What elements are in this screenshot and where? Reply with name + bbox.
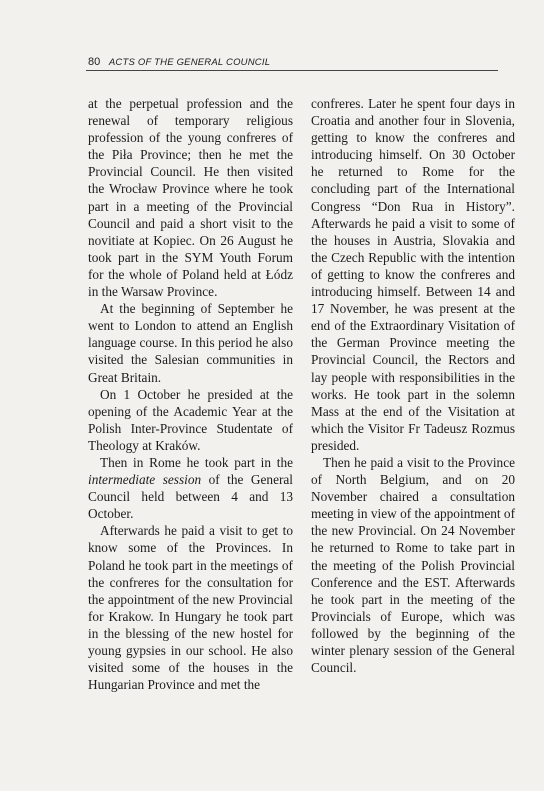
left-column — [88, 95, 293, 693]
italic-term: intermediate session — [88, 472, 202, 488]
paragraph-text: Then in Rome he took part in the — [100, 454, 293, 470]
paragraph: confreres. Later he spent four days in Croatia and another four in Slovenia, getting to know the confreres and introducing himself. On 30 October he returned to Rome for the concluding part of the International Congress “Don Rua in History”. Afterwards he paid a visit to some of the houses in Austria, Slovakia and the Czech Republic with the intention of getting to know the confreres and introducing himself. Between 14 and 17 November, he was present at the end of the Extraordinary Visitation of the German Province meeting the Provincial Council, the Rectors and lay people with responsibilities in the works. He took part in the solemn Mass at the end of the Visitation at which the Visitor Fr Tadeusz Rozmus presided. — [311, 96, 515, 453]
paragraph: Then he paid a visit to the Province of North Belgium, and on 20 November chaired a consultation meeting in view of the appointment of the new Provincial. On 24 November he returned to Rome to take part in the meeting of the Polish Provincial Conference and the EST. Afterwards he took part in the meeting of the Provincials of Europe, which was followed by the beginning of the winter plenary session of the General Council. — [311, 454, 515, 676]
running-title: ACTS OF THE GENERAL COUNCIL — [108, 57, 271, 68]
paragraph — [88, 454, 293, 522]
paragraph: On 1 October he presided at the opening of the Academic Year at the Polish Inter-Province Studentate of Theology at Kraków. — [88, 386, 293, 453]
paragraph: at the perpetual profession and the renewal of temporary religious profession of the young confreres of the Piła Province; then he met the Provincial Council. He then visited the Wrocław Province where he took part in a meeting of the Provincial Council and paid a short visit to the novitiate at Kopiec. On 26 August he took part in the SYM Youth Forum for the whole of Poland held at Łódz in the Warsaw Province. — [88, 96, 293, 300]
page-number: 80 — [88, 56, 101, 68]
paragraph: At the beginning of September he went to London to attend an English language course. In this period he also visited the Salesian communities in Great Britain. — [88, 301, 293, 385]
right-column — [311, 95, 515, 676]
header-rule — [86, 70, 498, 71]
running-header — [88, 56, 498, 69]
paragraph-text: of the General Council held between 4 and 13 October. — [88, 472, 294, 522]
paragraph: Afterwards he paid a visit to get to know some of the Provinces. In Poland he took part in the meetings of the confreres for the consultation for the appointment of the new Provincial for Krakow. In Hungary he took part in the blessing of the new hostel for young gypsies in our school. He also visited some of the houses in the Hungarian Province and met the — [88, 523, 293, 693]
